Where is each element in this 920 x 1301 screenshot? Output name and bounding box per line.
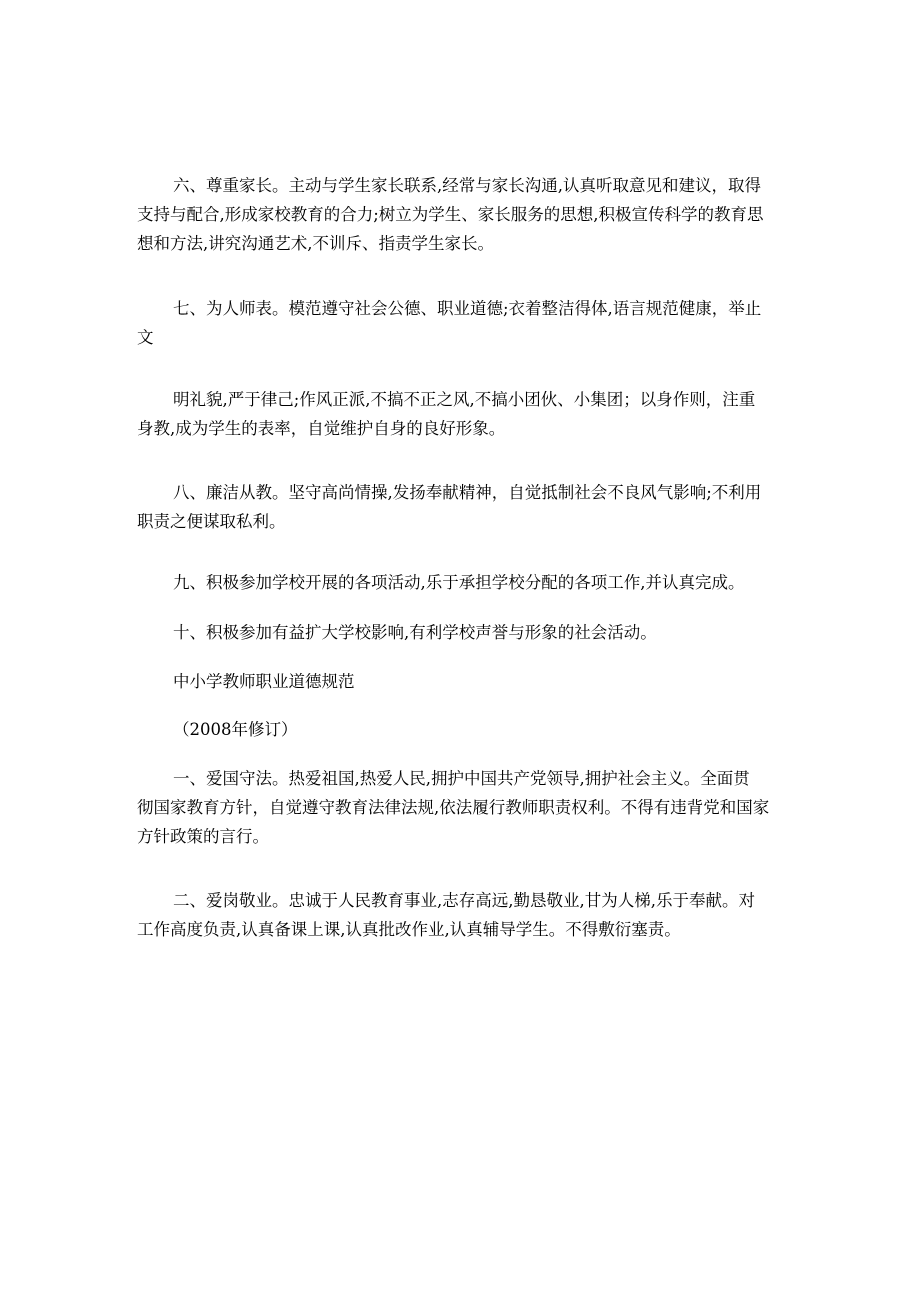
paragraph-role-model-continued [137,385,787,443]
text-line: 二、爱岗敬业。忠诚于人民教育事业,志存高远,勤恳敬业,甘为人梯,乐于奉献。对 [173,891,755,910]
paragraph-respect-parents [137,171,787,258]
text-line: 方针政策的言行。 [137,827,269,846]
section-title-text: 中小学教师职业道德规范 [173,672,355,691]
section-subtitle [137,715,787,744]
text-line: 明礼貌,严于律己;作风正派,不搞不正之风,不搞小团伙、小集团；以身作则，注重 [173,390,756,409]
paragraph-social-activities [137,618,787,647]
text-line: 一、爱国守法。热爱祖国,热爱人民,拥护中国共产党领导,拥护社会主义。全面贯 [173,769,750,788]
paragraph-dedication [137,886,787,944]
text-line: 彻国家教育方针，自觉遵守教育法律法规,依法履行教师职责权利。不得有违背党和国家 [137,798,770,817]
paragraph-patriotism [137,764,787,851]
text-line: 六、尊重家长。主动与学生家长联系,经常与家长沟通,认真听取意见和建议，取得 [173,176,761,195]
paragraph-school-activities [137,568,787,597]
text-line: 九、积极参加学校开展的各项活动,乐于承担学校分配的各项工作,并认真完成。 [173,573,745,592]
text-line: 十、积极参加有益扩大学校影响,有利学校声誉与形象的社会活动。 [173,623,657,642]
text-line: 身教,成为学生的表率，自觉维护自身的良好形象。 [137,419,506,438]
text-line: 想和方法,讲究沟通艺术,不训斥、指责学生家长。 [137,234,494,253]
text-line: 职责之便谋取私利。 [137,512,286,531]
text-line: 七、为人师表。模范遵守社会公德、职业道德;衣着整洁得体,语言规范健康，举止 [173,299,762,318]
text-line: 工作高度负责,认真备课上课,认真批改作业,认真辅导学生。不得敷衍塞责。 [137,920,681,939]
paragraph-integrity [137,478,787,536]
section-title [137,667,787,696]
text-line: 八、廉洁从教。坚守高尚情操,发扬奉献精神，自觉抵制社会不良风气影响;不利用 [173,483,762,502]
text-line: 支持与配合,形成家校教育的合力;树立为学生、家长服务的思想,积极宣传科学的教育思 [137,205,764,224]
section-subtitle-text: （2008年修订） [173,720,298,739]
paragraph-role-model [137,294,787,352]
text-line: 文 [137,328,154,347]
